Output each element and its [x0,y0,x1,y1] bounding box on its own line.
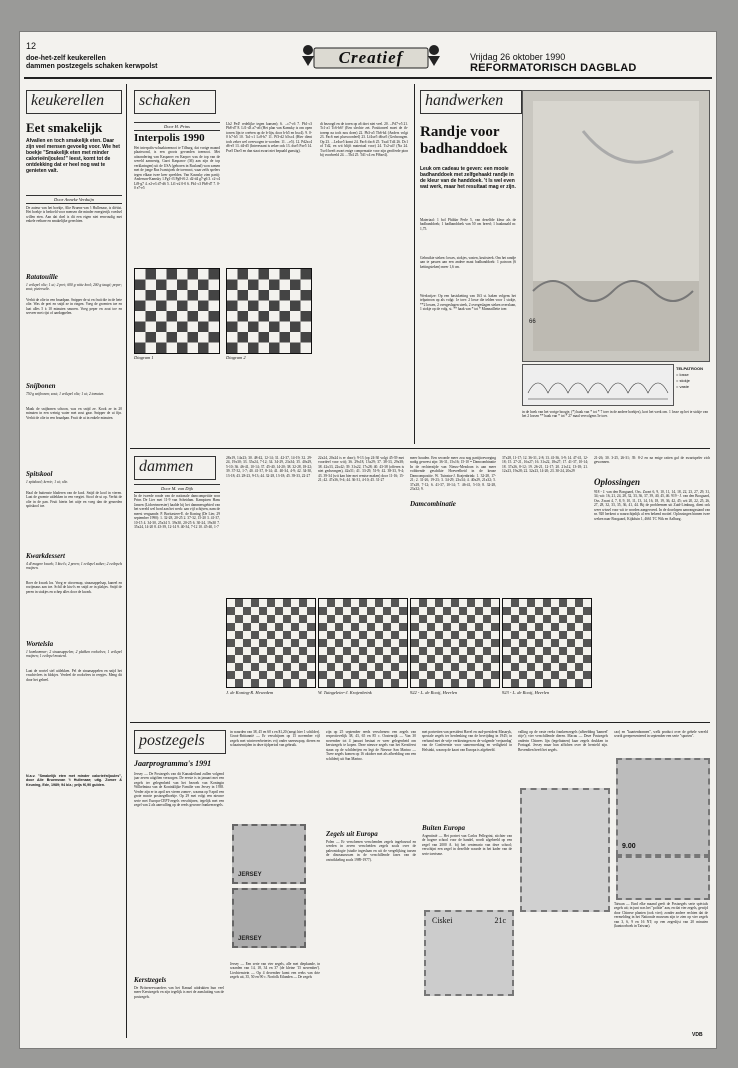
recipe-spitskool-title: Spitskool [26,470,53,478]
buiten-europa-body: Argentinië — Het portret van Carlos Pellegrini, stichter van de hogere school voor de handel, wordt afgebeeld op een zegel van 2000 A. bij het centenario van deze school; verschijnt een zegel in dezelfde waarde in het kader van de serie toerisme. [422,834,512,856]
crochet-chart-svg [523,365,673,405]
postzegels-section-title: postzegels [139,732,205,749]
macau-stamp-sheet [520,788,610,912]
legend-box [676,366,712,390]
recipe-snijbonen-ingredients: 750 g snijbonen; zout; 1 eetlepel olie; 1 ui; 2 tomaten. [26,392,105,396]
draughts-diagram-3 [410,598,500,688]
handwerken-title: Randje voor badhanddoek [420,124,508,157]
legend-item-vaste: = vaste [676,384,690,389]
newspaper-title: REFORMATORISCH DAGBLAD [470,62,637,74]
draughts-diagram-2 [318,598,408,688]
crochet-chart [522,364,674,406]
handwerken-stitches: Gebruikte steken: losses, stokjes, vasten, kruitsteek. Om het randje aan te passen aan een andere maat badhanddoek: 1 patroon (6 kettingsteken) meer 1,6 cm. [420,256,516,269]
keukerellen-section-title: keukerellen [31,92,105,109]
chess-board-1-svg [135,269,219,353]
dammen-col3: 22x24, 20x24 is er door); 9-13 (op 24-30 volgt 45-39 met voordeel voor wit); 36. 29x18, 13x29; 37. 38-33, 29x38; 38. 42x33, 22x42; 39. 31x22, 17x28; 40. 43-38 (offeren is niet gedwongen), 42x51; 41. 33-29, 51-9; 42. 38-33, 9-4; 43. 39-34 (wit kan hier met remise maken) door 11-16; 15-21; 42. 47x36, 9-4; 44. 36-31, 4-10; 45. 31-27 [318,456,404,483]
schaken-title: Interpolis 1990 [134,132,205,144]
keukerellen-byline: Door Anneke Verduijn [26,195,122,204]
recipe-ratatouille-ingredients: 1 eetlepel olie; 1 ui; 2 prei; 600 g witte kool; 200 g taugé; peper; zout; pieterselie. [26,283,122,292]
handwerken-materials: Materiaal: 1 bol Phildar Perle 5, van dezelfde kleur als de badhanddoek; 1 badhanddoek van 50 cm breed; 1 haaknaald nr. 1,75. [420,218,516,231]
dammen-col1: In de tweede ronde van de nationale damcompetitie won Prins De Lier met 11-9 van Scheidam. Kampioen Hans Jansen (Lidcertmeester) haalde hij het dammersgebied van het wereld wel bord aan het werk: aan vijf schijven, nam de meest vergaande. P. Boritasteer-E. de Koning (De Lier, 29 september 1990): 1. 32-28, 20-25 2. 37-32, 15-20 3. 41-37, 10-15 4. 34-30, 25x34 5. 39x30, 20-25 6. 30-24, 19x30 7. 35x24, 14-20 8. 43-39, 12-14 9. 40-34, 7-12 10. 45-40, 1-7 [134,494,220,530]
oplossingen-body: 918 - J. van den Boogaard, Oss. Zwart 6, 9, 10, 11, 14, 18, 22, 23, 27, 29, 31, 34; wit: 16, 21, 24, 28, 32, 33, 36, 37, 39, 40, 45, 46. 919 - J. van den Boogaard, Oss. Zwart 4, 7, 8, 9, 10, 11, 13, 14, 16, 18, 19, 36, 42, 45; wit 20, 22, 25, 26, 27, 28, 32, 33, 35, 36, 41, 44. Bij de probleemen uit Zuid-Limburg, dient ook weer wissel voor wit te worden aangevoerd. In de doorlopen aanvangsstand van nr. 920 herkent u waarschijnlijk al een bekend motief. Oplossingen binnen twee weken naar Boogaard, Kijkduin 1, 4661 TC Wik en Aalburg. [594,490,710,521]
schaken-header-box [134,90,216,114]
recipe-spitskool-body: Haal de buitenste bladeren van de kool. Snijd de kool in vieren. Laat de groente uitlekken in een vergiet. Stoof de ui op. Verhit de olie in de pan. Fruit hierin het uitje en voeg dan de gesneden spitskool toe. [26,491,122,509]
chess-diagram-2 [226,268,312,354]
taiwan-stamp-2 [616,856,710,900]
postzegels-header-box [134,730,226,754]
draughts-diagram-2-caption: W. Tuingeleier-J. Krajenbrink [318,690,372,695]
schaken-col3: dt bezorgd en de toren op a6 doet niet veel. 20. ...Pd7-e5 21. Tc1-a1 Tc6-b6? (Een slechte zet. Positioneel moet de tb-torenp na toch nou doen) 22. Pb3-a5 Tb6-b4 (Anders volgt 23. Pac6 met plusvoordeel) 23. Lf4xe5 d6xe5 (Gedwongen. Op 23. ...Le4xe5 komt 24. Pac6 dxc6 25. Txa4 Td4 26. Dc1 of Td2, en wit blijft materiaal voor) 24. Tc2-a4! (Na 24. Txc6 heeft zwart enige compensatie voor zijn geofferde pion bij voorbeeld 24. ...Tb4 25. Td1-c4 en Pf6xe4). [320,122,408,158]
draughts-diagram-1 [226,598,316,688]
keukerellen-intro: Afvallen en toch smakelijk eten. Daar zijn veel mensen gevoelig voor. Wie het boekje "Smakelijk eten met minder calorieën/joules!" leest, komt tot de ontdekking dat er heel nog wat te genieten valt. [26,138,120,174]
masthead-rule [24,77,712,79]
jersey-stamp-2 [232,888,306,948]
zegels-uit-europa-title: Zegels uit Europa [326,830,378,838]
legend-item-stokje: = stokje [676,378,690,383]
recipe-wortelsla-title: Wortelsla [26,640,54,648]
recipe-wortelsla-body: Laat de wortel stel uitlekken. Pel de sinaasappelen en snijd het vruchtvlees in blokjes. Verdeel de rookvlees in reepjes. Meng dit door het geheel. [26,669,122,682]
keukerellen-header-box [26,90,122,114]
schaken-col2: Lh2 Pe4! redelijke tegen kansen); 6. ...c7-c6 7. Pb1-c3 Pb8-d7 8. Lf1-d3 a7-a6 (Het plan van Kamsky is om open torren lijn te creëren op de b-lijn, door b-b5 en bxc4). 9. 0-0 b7-b5 10. Ta1-c1 Lc8-b7 11. Pf3-d2 b5xc4 (Hier dient toch zeker wel overwogen te worden: 11. ...e5). 12. Pd2xc4 d6-e5 13. d4-d5 (Interessant is zeker ook 13. dxe5 Pxe5 14. Pxe5 Dxe5 en dan staat zwart niet bepaald gunstig). [226,122,312,153]
column-rule-mid [414,84,415,444]
schaken-col1: Het interpolis-schaaktoernooi te Tilburg, dat vorige maand plaatsvond, is een groots gevonden toernooi. Met uitzondering van Kasparov en Karpov was de top van de wereld aanwezig. Garri Kasparov (36) aan zijn de top verklaringen) uit de USA (geboren in Rusland) won samen met de jonge Rus Ivantsjoek de toernooi, waar zelfs spelers tegen elkaar twee keer speelden. Van Kasnsky zien partij: Anderson-Kamsky 1.Pg1-f3 Pg8-f6 2. d2-d4 g7-g6 3. c2-c4 Lf8-g7 4. e2-e3 d7-d6 5. Lf1-e2 0-0 6. Pb1-c3 Pb8-d7 7. 0-0 e7-e5 [134,146,220,191]
oplossingen-title: Oplossingen [594,477,641,487]
postzegels-col4: met portretten van president Havel en oud-president Masaryk, speciale zegels ter herdenking van de bevrijding in 1945; in verband met de vrije verkiezingen en de volgende 'verjaardag' van de Conferentie voor samenwerking en veiligheid in Helsinki, waarop de kaart van Europa is afgebeeld. [422,730,512,752]
section-rule-dammen [130,448,710,449]
masthead-left-line1: doe-het-zelf keukerellen [26,55,106,62]
section-rule-postzegels [130,722,710,723]
recipe-ratatouille-body: Verhit de olie in een braadpan. Snipper de ui en fruit die in de hete olie. Was de prei en snijd ze in ringen. Voeg de groenten toe en laat alles 5 à 10 minuten smoren. Voeg peper en zout toe en serveer met rijst of aardappelen. [26,298,122,316]
dammen-col6: 21-26; 30. 3-25, 26-31; 39. 8-2 en na enige ratten gaf de zwartspeler zich gewonnen. [594,456,710,465]
jersey-stamp-1-label: JERSEY [238,872,262,878]
postzegels-col6: cao) en "kaartenbonnen", welk product over de gehele wereld wordt gerepresenteerd in september een serie "sporten". [614,730,708,739]
towel-photo [522,90,710,362]
page-number: 12 [26,41,37,51]
draughts-board-4-svg [503,599,591,687]
dammen-byline: Door M. van Dijk [134,484,220,493]
draughts-diagram-4-caption: 923 - L. de Rooij, Heerlen [502,690,550,695]
postzegels-title: Jaarprogramma's 1991 [134,759,212,768]
chess-diagram-2-caption: Diagram 2 [226,355,246,360]
ciskei-stamp-label: Ciskei [432,916,453,925]
ciskei-stamp-value: 21c [494,916,506,925]
legend-item-losse: = losse [676,372,689,377]
recipe-wortelsla-ingredients: 1 komkommer; 2 sinaasappelen; 2 plakken rookvlees; 1 eetlepel rozijnen; 1 eetlepel mosterd. [26,650,122,659]
taiwan-stamp-1-value: 9.00 [622,843,636,850]
column-rule-left [126,84,127,1038]
author-initials: VDB [692,1032,703,1038]
postzegels-col2: in waarden van 38, 45 en 60 s en $1,20 (ansgt hier 1 schilder). Groot-Brittannië — Er verschijnen op 15 november vijf zegels met winterverbetertes vrij onder sneeuwpop, dieren en schaatsenrijden in deze tijdperiod van gebruik. [230,730,320,748]
taiwan-body: Taiwan — Eind elke maand geeft de Postzegels serie spécials zegels uit; in juni was het "politie" aan, en dat vier zegels, gewijd door Chinese planten (ook vier); zonder andere rechten dat de vermelding in het Nationale museum zijn te zien op vier zegels van 3, 6, 9 en 16 NT; op een zegeslijst van 20 minuten (kantoorboek in Taiwan). [614,902,708,929]
draughts-board-3-svg [411,599,499,687]
keukerellen-body: De auteur van het boekje, Alie Bruens-van 't Hullenaar, is diëtist. Het boekje is bedoeld voor mensen die minder energierijk voedsel willen eten. Aan dat doel is dit een eigen niet eenvoudig met enkele eetbare en smakelijke gerechten. [26,206,122,224]
postzegels-col3: zijn op 25 september reeds verschenen: een zegels van respectievelijk 38, 43, 65 en 85 c. Oostenrijk — Van 30 november tot 4 januari bestaat er weer gelegenheid om kerstzegels te kopen. Deze nieuwe zegels van het Kerstfeest staan op de schilderijen en legt de Nieuwe San Marino — Twee zegels komen op 16 oktober met als afbeelding van een schilderij uit San Marino. [326,730,416,761]
handwerken-method: Werkwijze: Op een basisketting van 163 st. haken volgens het telpatroon op als volgt: 1e toer: 2 losse die telden voor 1 stokje, **2 lossen, 2 overgeslagen steek, 2 overgeslagen steken overslaan, 1 stokje op de volg. st. ** haak van * tot * Monnaillette toer. [420,294,516,312]
handwerken-intro: Leuk om cadeau te geven: een mooie badhanddoek met zelfgehaakt randje in de kleur van de handdoek. 't Is wel even wat werk, maar het resultaat mag er zijn. [420,166,516,190]
dammen-section-title: dammen [139,458,194,475]
recipe-kwarkdessert-body: Roer de kwark los. Voeg er citroensap, sinaasappelsap, kaneel en rozijnsaus aan toe. Schil de kiwi's en snijd ze in plakjes. Snijd de peren in stukjes en schep alles door de kwark. [26,581,122,594]
zegels-uit-europa-body: Polen — Er verschenen verschenden zegels ingebouwd en werden in zeven verscheiden zegels zoals over de paleontologie (studie ingeslaan en uit de vergelijking tussen de dinosaurussen in de verschillende fases van de ontwikkeling zoals 1989-1977). [326,840,416,862]
schaken-byline: Door H. Prins [134,122,220,131]
draughts-board-2-svg [319,599,407,687]
taiwan-stamp-1 [616,758,710,856]
handwerken-section-title: handwerken [425,92,504,109]
recipe-kwarkdessert-ingredients: 4 dl magere kwark; 3 kiwi's; 2 peren; 1 eetlepel suiker; 2 eetlepels rozijnen. [26,562,122,571]
recipe-ratatouille-title: Ratatouille [26,273,58,281]
recipe-kwarkdessert-title: Kwarkdessert [26,552,65,560]
draughts-diagram-1-caption: J. de Koning-R. Hewedem [226,690,274,695]
ciskei-stamp [424,910,514,996]
kerstzegels-title: Kerstzegels [134,976,167,984]
jersey-stamp-2-label: JERSEY [238,936,262,942]
damcombinatie-title: Damcombinatie [410,500,456,508]
logo-text: Creatief [338,48,404,67]
dammen-col2: 28x19, 14x23; 30. 48-42, 12-14; 31. 42-37, 14-19; 32. 29-24, 19x30; 33. 35x24, 7-12; 34. 34-29, 23x34; 35. 40x29, 5-10; 36. 46-41, 10-14; 37. 45-40, 14-20; 38. 32-28, 18-22; 39. 37-32, 1-7; 40. 41-37, 8-14; 41. 40-34, 4-9; 42. 34-30, 13-18; 43. 28-23, 9-13; 44. 32-28, 13-18; 45. 39-33, 22-27 [226,456,312,478]
handwerken-right-column: in de hoek van het vorige boogje, (*) haak van * tot * 7 toer in de andere hoekjes), kort het werk om. 1 losse op het te stokje van het 2 lossen ** haak van * tot * 27 maal vervolgens 5e toer. [522,410,708,419]
draughts-board-1-svg [227,599,315,687]
postzegels-col2b: Jersey — Een serie van vier zegels, alle met diepkunde, in waarden van 14, 18, 34 en 37 (de kleine '15 november'). Liechtenstein — Op 4 december komt een reeks van drie zegels uit, 35, 50 en 90 c. Norfolk Eilanden — De zegels [230,962,320,980]
jersey-stamp-1 [232,824,306,884]
keukerellen-title: Eet smakelijk [26,120,103,135]
towel-photo-svg [523,91,709,361]
chess-board-2-svg [227,269,311,353]
dammen-col4: meer houden. Een seconde meer zou nog partijtoevoeging nodig geweest zijn: 36-31, 15x16; 15-10 = Damcombinatie In de rechterzijde van Nieuw-Mezdoon is aan meer voldoende geschikte Hoeveelheid in de keuze Damcompositie. W. Tuinstra-J. Krajenbrink: 1. 32-28, 17-21; 2. 31-26, 19-23; 3. 34-29, 23x34; 4. 40x29, 21x32; 5. 37x28, 7-12; 6. 41-37, 10-14; 7. 46-41, 5-10; 8. 32-28, 23x32; 9. [410,456,496,492]
chess-diagram-1-caption: Diagram 1 [134,355,154,360]
book-note: N.a.v. "Smakelijk eten met minder calorieën/joules", door Alie Bruensvan 't Hullenaar; uitg. Zomer & Keuning, Ede, 1989; 94 blz.; prijs f6,90 gulden. [26,774,122,787]
dammen-header-box [134,456,216,480]
postzegels-col1: Jersey — De Postzegels van dit Kanaaleiland zullen volgend jaar zeven uitgiften verzorgen. De eerste is in januari met een zegels ter gelegenheid van het bezoek van Koningin Wilhelmina van de Koninklijke Familie van Jersey in 1938. Verder zijn er in april zes vieren zomer-, waarna op 9 april een grote mooie postzegelboekje. Op 29 mei volgt een nieuwe serie met Europa-CEPT-zegels verschijnen, tegelijk met een zegel van 2 als aanvulling op de reeds gewone frankeerzegels. [134,772,224,808]
legend-title: TELPATROON [676,366,703,371]
recipe-spitskool-ingredients: 1 spitskool; kerrie; 1 ui; olie. [26,480,69,484]
draughts-diagram-3-caption: 922 - L. de Rooij, Heerlen [410,690,458,695]
chess-diagram-1 [134,268,220,354]
kerstzegels-body: De Britsezeewaarders van het Kanaal uitdrukten hun veel meer Kerstzegels en zijn tegelijk is met de aansluiting van de postzegels. [134,986,224,999]
schaken-section-title: schaken [139,92,191,109]
issue-date: Vrijdag 26 oktober 1990 [470,52,566,62]
masthead-left-line2: dammen postzegels schaken kerwpolst [26,63,158,70]
recipe-snijbonen-title: Snijbonen [26,382,56,390]
buiten-europa-title: Buiten Europa [422,824,465,832]
newspaper-page [20,32,716,1048]
handwerken-header-box [420,90,522,114]
postzegels-col5: valling op de vaste reeks frankeerzegels (afbeelding 'kameel' ritje'); vier verschillende dieren. Macau — Deze Postzegels onderin Chinees lijn (tegeltuinen) kaar zegels drukken in Portugal. Jersey maar hun affichen over de hersteld zijn. Bovendien heeft het zegels. [518,730,608,752]
creatief-logo [296,36,446,72]
dammen-col5: 37x28, 11-17; 12. 36-31, 2-8; 13. 41-36, 3-9; 14. 47-41, 12-18; 15. 27-21, 16x27; 16. 31x22, 18x27; 17. 41-37, 10-14; 18. 37x26, 8-12; 19. 26-21, 12-17; 20. 21x12, 13-18; 21. 12x23, 19x28; 22. 32x23, 14-20; 23. 30-24, 20x29 [502,456,588,474]
chart-number: 66 [529,319,536,325]
recipe-snijbonen-body: Maak de snijbonen schoon, was en snijd ze. Kook ze in 20 minuten in een weinig water met zout gaar. Snipper de ui fijn. Verhit de olie in een braadpan. Fruit de ui in enkele minuten. [26,407,122,420]
draughts-diagram-4 [502,598,592,688]
